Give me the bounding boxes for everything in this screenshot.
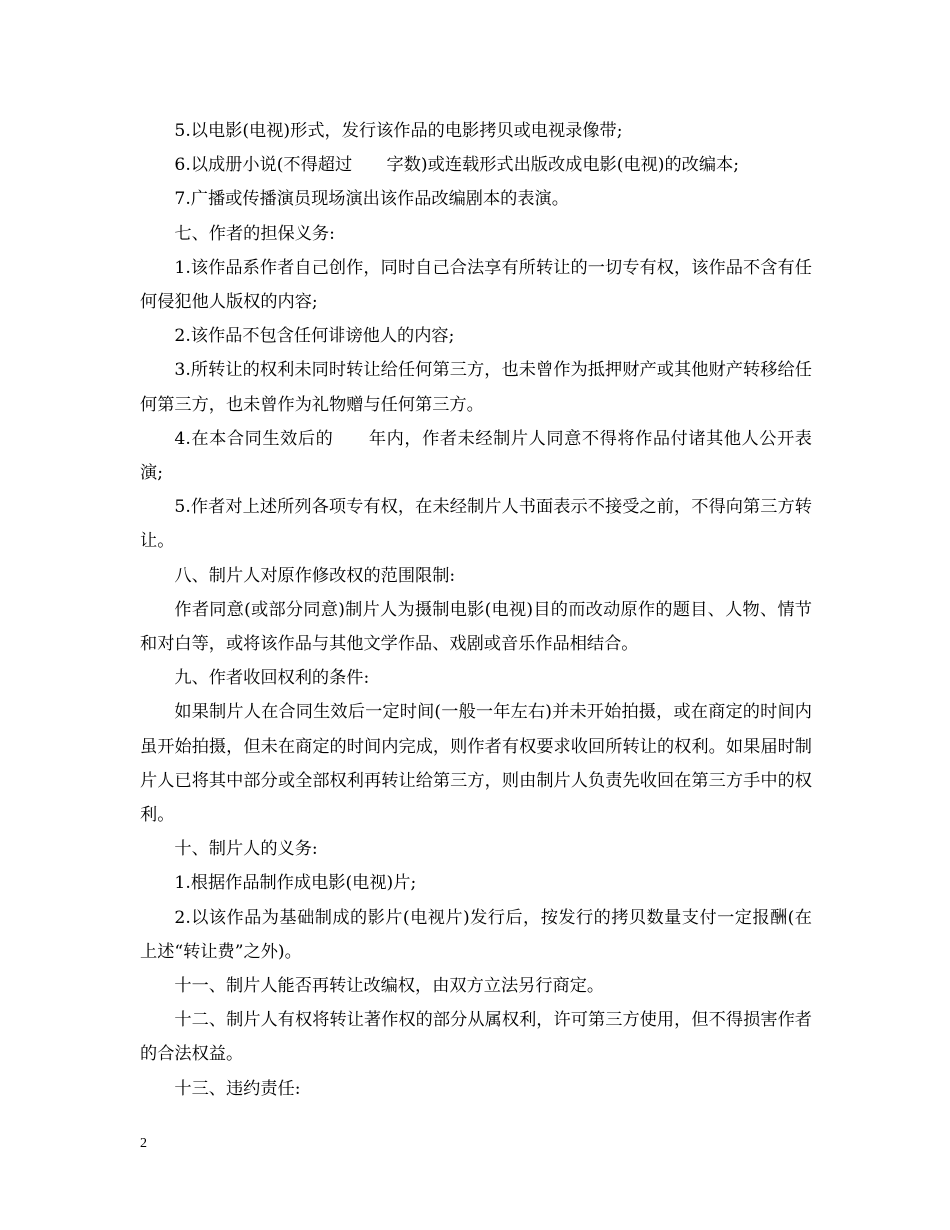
paragraph-modification-scope: 作者同意(或部分同意)制片人为摄制电影(电视)目的而改动原作的题目、人物、情节和对白等，或将该作品与其他文学作品、戏剧或音乐作品相结合。 <box>140 599 812 655</box>
paragraph-revocation-conditions: 如果制片人在合同生效后一定时间(一般一年左右)并未开始拍摄，或在商定的时间内虽开始拍摄，但未在商定的时间内完成，则作者有权要求收回所转让的权利。如果届时制片人已将其中部分或全部权利再转让给第三方，则由制片人负责先收回在第三方手中的权利。 <box>140 702 812 826</box>
section-heading-10: 十、制片人的义务: <box>174 839 318 860</box>
section-heading-12: 十二、制片人有权将转让著作权的部分从属权利，许可第三方使用，但不得损害作者的合法权益。 <box>140 1010 812 1065</box>
page-number: 2 <box>140 1136 147 1151</box>
paragraph-producer-duty-1: 1.根据作品制作成电影(电视)片; <box>174 873 417 894</box>
section-heading-11: 十一、制片人能否再转让改编权，由双方立法另行商定。 <box>174 976 605 997</box>
document-body <box>140 114 812 1106</box>
paragraph-guarantee-1: 1.该作品系作者自己创作，同时自己合法享有所转让的一切专有权，该作品不含有任何侵犯他人版权的内容; <box>140 257 812 313</box>
paragraph-clause-5: 5.以电影(电视)形式，发行该作品的电影拷贝或电视录像带; <box>174 121 623 141</box>
paragraph-guarantee-3: 3.所转让的权利未同时转让给任何第三方，也未曾作为抵押财产或其他财产转移给任何第三方，也未曾作为礼物赠与任何第三方。 <box>140 360 812 415</box>
section-heading-8: 八、制片人对原作修改权的范围限制: <box>174 565 456 586</box>
section-heading-9: 九、作者收回权利的条件: <box>174 668 370 689</box>
paragraph-guarantee-4: 4.在本合同生效后的 年内，作者未经制片人同意不得将作品付诸其他人公开表演; <box>140 428 812 484</box>
paragraph-guarantee-5: 5.作者对上述所列各项专有权，在未经制片人书面表示不接受之前，不得向第三方转让。 <box>140 497 812 552</box>
section-heading-13: 十三、违约责任: <box>174 1078 301 1099</box>
paragraph-clause-6: 6.以成册小说(不得超过 字数)或连载形式出版改成电影(电视)的改编本; <box>174 155 740 176</box>
paragraph-guarantee-2: 2.该作品不包含任何诽谤他人的内容; <box>174 326 455 347</box>
section-heading-7: 七、作者的担保义务: <box>174 223 335 244</box>
paragraph-producer-duty-2: 2.以该作品为基础制成的影片(电视片)发行后，按发行的拷贝数量支付一定报酬(在上述“转让费”之外)。 <box>140 907 812 962</box>
paragraph-clause-7: 7.广播或传播演员现场演出该作品改编剧本的表演。 <box>174 189 569 210</box>
